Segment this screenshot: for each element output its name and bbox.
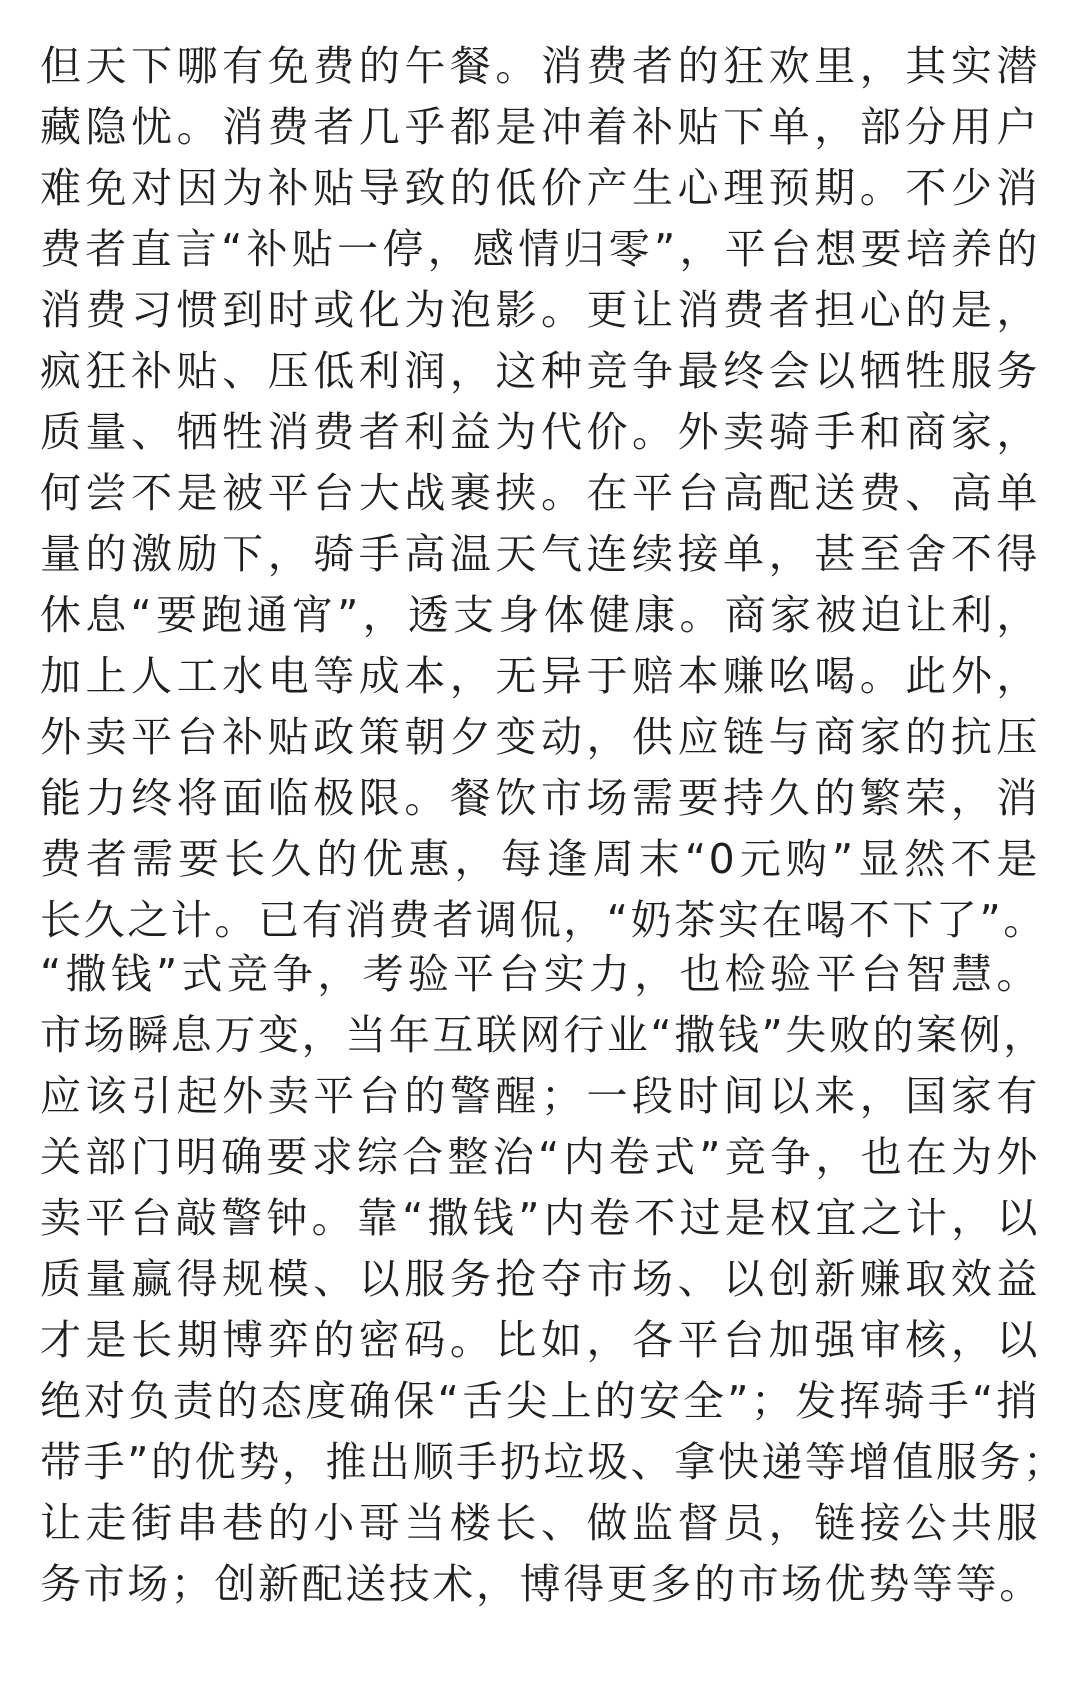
text-line: 但天下哪有免费的午餐。消费者的狂欢里，其实潜 — [40, 42, 1040, 90]
text-line: 量的激励下，骑手高温天气连续接单，甚至舍不得 — [40, 530, 1040, 578]
text-line: 带手”的优势，推出顺手扔垃圾、拿快递等增值服务； — [40, 1438, 1067, 1486]
text-line: 让走街串巷的小哥当楼长、做监督员，链接公共服 — [40, 1499, 1040, 1547]
text-line: 才是长期博弈的密码。比如，各平台加强审核，以 — [40, 1316, 1040, 1364]
text-line: 消费习惯到时或化为泡影。更让消费者担心的是， — [40, 286, 1040, 334]
paragraph-1 — [40, 36, 1047, 951]
text-line: 卖平台敲警钟。靠“撒钱”内卷不过是权宜之计，以 — [40, 1194, 1040, 1242]
text-line: 务市场；创新配送技术，博得更多的市场优势等等。 — [40, 1560, 1043, 1608]
text-line: 关部门明确要求综合整治“内卷式”竞争，也在为外 — [40, 1133, 1040, 1181]
text-line: 费者直言“补贴一停，感情归零”，平台想要培养的 — [40, 225, 1040, 273]
text-line: 质量、牺牲消费者利益为代价。外卖骑手和商家， — [40, 408, 1040, 456]
text-line: 费者需要长久的优惠，每逢周末“0元购”显然不是 — [40, 835, 1040, 883]
text-line: 外卖平台补贴政策朝夕变动，供应链与商家的抗压 — [40, 713, 1040, 761]
text-line: 长久之计。已有消费者调侃，“奶茶实在喝不下了”。 — [40, 896, 1047, 944]
text-line: 绝对负责的态度确保“舌尖上的安全”；发挥骑手“捎 — [40, 1377, 1040, 1425]
text-line: “撒钱”式竞争，考验平台实力，也检验平台智慧。 — [40, 950, 1040, 998]
text-line: 休息“要跑通宵”，透支身体健康。商家被迫让利， — [40, 591, 1040, 639]
text-line: 难免对因为补贴导致的低价产生心理预期。不少消 — [40, 164, 1040, 212]
text-line: 何尝不是被平台大战裹挟。在平台高配送费、高单 — [40, 469, 1040, 517]
text-line: 加上人工水电等成本，无异于赔本赚吆喝。此外， — [40, 652, 1040, 700]
paragraph-2 — [40, 944, 1067, 1615]
text-line: 疯狂补贴、压低利润，这种竞争最终会以牺牲服务 — [40, 347, 1040, 395]
bottom-fade-overlay — [0, 1622, 1080, 1692]
text-line: 市场瞬息万变，当年互联网行业“撒钱”失败的案例， — [40, 1011, 1047, 1059]
text-line: 质量赢得规模、以服务抢夺市场、以创新赚取效益 — [40, 1255, 1040, 1303]
text-line: 应该引起外卖平台的警醒；一段时间以来，国家有 — [40, 1072, 1040, 1120]
text-line: 藏隐忧。消费者几乎都是冲着补贴下单，部分用户 — [40, 103, 1040, 151]
text-line: 能力终将面临极限。餐饮市场需要持久的繁荣，消 — [40, 774, 1040, 822]
